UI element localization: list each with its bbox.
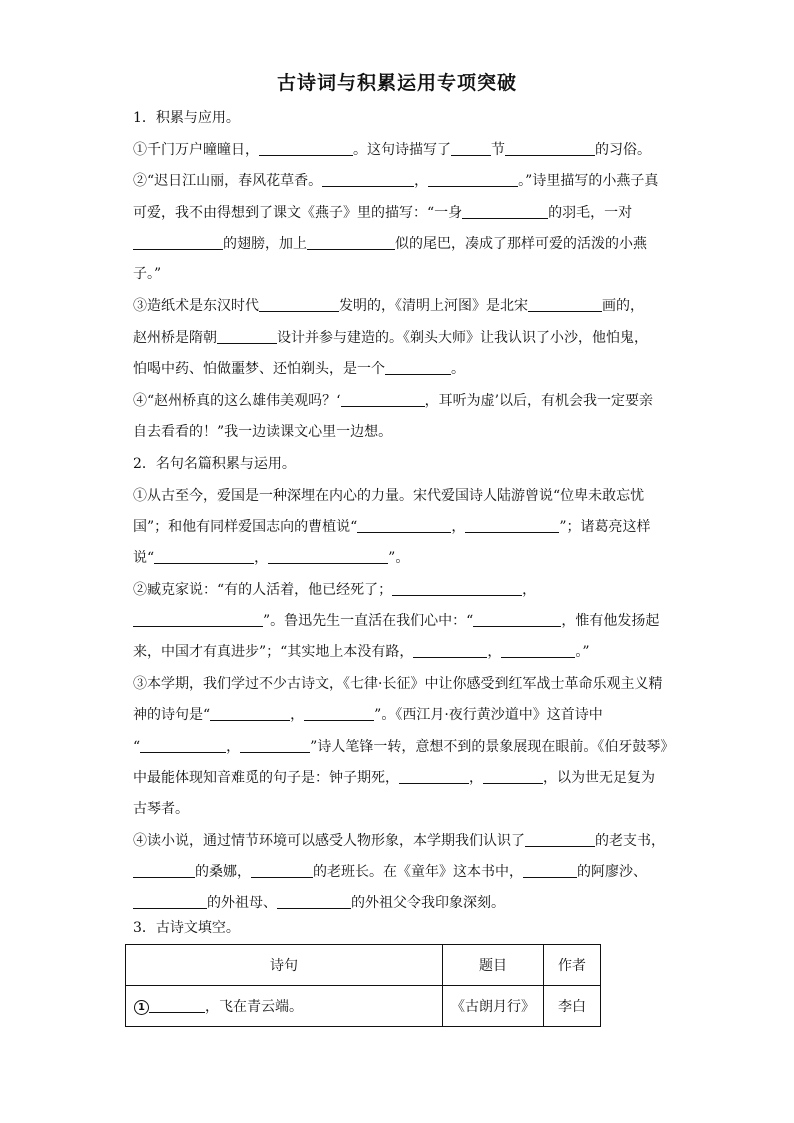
- blank[interactable]: [133, 235, 223, 250]
- q1-line-10: 自去看看的！”我一边读课文心里一边想。: [133, 424, 393, 440]
- blank[interactable]: [357, 518, 451, 533]
- blank[interactable]: [277, 894, 351, 909]
- blank[interactable]: [240, 738, 310, 753]
- q2-line-13: 的桑娜， 的老班长。在《童年》这本书中， 的阿廖沙、: [133, 862, 647, 882]
- blank[interactable]: [210, 706, 290, 721]
- blank[interactable]: [462, 204, 548, 219]
- q1-line-7: 赵州桥是隋朝 设计并参与建造的。《剃头大师》让我认识了小沙，他怕鬼，: [133, 330, 648, 346]
- blank[interactable]: [413, 643, 487, 658]
- q2-line-1: ①从古至今，爱国是一种深埋在内心的力量。宋代爱国诗人陆游曾说“位卑未敢忘忧: [133, 488, 645, 504]
- blank[interactable]: [501, 643, 575, 658]
- q2-heading: 2．名句名篇积累与运用。: [133, 456, 296, 472]
- q2-line-14: 的外祖母、 的外祖父令我印象深刻。: [133, 893, 505, 913]
- blank[interactable]: [149, 998, 205, 1013]
- blank[interactable]: [428, 172, 518, 187]
- blank[interactable]: [268, 549, 388, 564]
- q2-line-3: 说“ ， ”。: [133, 550, 410, 566]
- poem-line-cell: 1 ，飞在青云端。: [126, 986, 443, 1027]
- blank[interactable]: [465, 518, 559, 533]
- table-row: [126, 986, 601, 1027]
- q1-line-5: 子。”: [133, 266, 162, 282]
- blank[interactable]: [523, 863, 577, 878]
- q2-line-2: 国”；和他有同样爱国志向的曹植说“ ， ”；诸葛亮这样: [133, 519, 651, 535]
- blank[interactable]: [341, 392, 425, 407]
- blank[interactable]: [154, 549, 254, 564]
- blank[interactable]: [307, 235, 395, 250]
- blank[interactable]: [140, 738, 226, 753]
- q2-line-5: ”。鲁迅先生一直活在我们心中：“ ，惟有他发扬起: [133, 611, 659, 631]
- blank[interactable]: [133, 863, 195, 878]
- circled-number: 1: [134, 1000, 149, 1015]
- q1-line-8: 怕喝中药、怕做噩梦、还怕剃头，是一个 。: [133, 361, 465, 377]
- poem-author-cell: 李白: [544, 986, 601, 1027]
- blank[interactable]: [392, 581, 522, 596]
- blank[interactable]: [473, 612, 561, 627]
- q1-line-2: ②“迟日江山丽，春风花草香。 ， 。”诗里描写的小燕子真: [133, 173, 659, 189]
- poem-table: [125, 944, 601, 1027]
- q2-line-11: 古琴者。: [133, 801, 189, 817]
- q2-line-6: 来，中国才有真进步”；“其实地上本没有路， ， 。”: [133, 644, 590, 660]
- blank[interactable]: [385, 360, 451, 375]
- blank[interactable]: [217, 329, 277, 344]
- blank[interactable]: [304, 706, 374, 721]
- q2-line-8: 神的诗句是“ ， ”。《西江月·夜行黄沙道中》这首诗中: [133, 707, 603, 723]
- page-title: 古诗词与积累运用专项突破: [276, 72, 517, 94]
- blank[interactable]: [399, 769, 469, 784]
- q1-line-6: ③造纸术是东汉时代 发明的，《清明上河图》是北宋 画的，: [133, 298, 644, 314]
- blank[interactable]: [451, 141, 491, 156]
- blank[interactable]: [322, 172, 414, 187]
- blank[interactable]: [525, 832, 595, 847]
- blank[interactable]: [133, 612, 263, 627]
- q2-line-12: ④读小说，通过情节环境可以感受人物形象，本学期我们认识了 的老支书，: [133, 833, 665, 849]
- q1-line-4: 的翅膀，加上 似的尾巴，凑成了那样可爱的活泼的小燕: [133, 234, 647, 254]
- q2-line-7: ③本学期，我们学过不少古诗文，《七律·长征》中让你感受到红军战士革命乐观主义精: [133, 676, 663, 692]
- header-title: 题目: [443, 945, 544, 986]
- blank[interactable]: [505, 141, 595, 156]
- blank[interactable]: [259, 297, 339, 312]
- q2-line-9: “ ， ”诗人笔锋一转，意想不到的景象展现在眼前。《伯牙鼓琴》: [133, 739, 675, 755]
- blank[interactable]: [528, 297, 602, 312]
- poem-title-cell: 《古朗月行》: [443, 986, 544, 1027]
- q1-heading: 1．积累与应用。: [133, 110, 240, 126]
- blank[interactable]: [251, 863, 313, 878]
- table-header-row: [126, 945, 601, 986]
- q3-heading: 3．古诗文填空。: [133, 920, 240, 936]
- header-author: 作者: [544, 945, 601, 986]
- blank[interactable]: [133, 894, 207, 909]
- q2-line-10: 中最能体现知音难觅的句子是：钟子期死， ， ，以为世无足复为: [133, 770, 655, 786]
- header-poem-line: 诗句: [126, 945, 443, 986]
- blank[interactable]: [483, 769, 543, 784]
- q1-line-1: ①千门万户曈曈日， 。这句诗描写了 节 的习俗。: [133, 142, 651, 158]
- q1-line-9: ④“赵州桥真的这么雄伟美观吗？‘ ，耳听为虚’以后，有机会我一定要亲: [133, 393, 654, 409]
- q1-line-3: 可爱，我不由得想到了课文《燕子》里的描写：“一身 的羽毛，一对: [133, 205, 633, 221]
- q2-line-4: ②臧克家说：“有的人活着，他已经死了； ，: [133, 582, 537, 598]
- blank[interactable]: [259, 141, 353, 156]
